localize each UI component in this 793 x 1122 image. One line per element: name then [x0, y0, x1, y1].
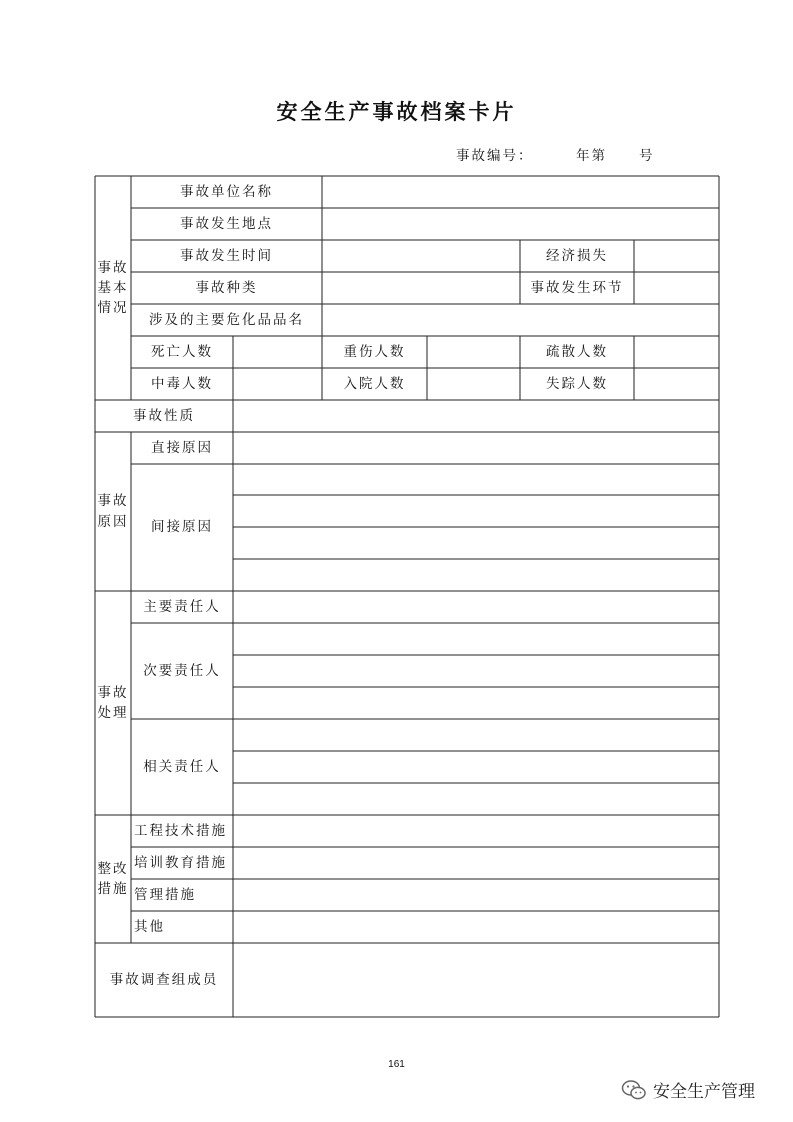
label-evacuated: 疏散人数 [546, 343, 608, 360]
label-investigation-members: 事故调查组成员 [109, 971, 219, 988]
label-related-responsible: 相关责任人 [143, 758, 221, 775]
field-time[interactable] [322, 240, 520, 272]
field-economic-loss[interactable] [634, 240, 719, 272]
label-primary-responsible: 主要责任人 [143, 598, 221, 615]
field-unit-name[interactable] [322, 176, 719, 208]
label-indirect-cause: 间接原因 [151, 519, 213, 536]
field-nature[interactable] [233, 400, 719, 432]
section-label-line: 事故 [97, 259, 129, 276]
field-primary-responsible[interactable] [233, 591, 719, 623]
label-nature: 事故性质 [133, 407, 195, 424]
field-direct-cause[interactable] [233, 432, 719, 464]
wechat-icon [621, 1079, 647, 1101]
section-label-line: 措施 [97, 881, 129, 897]
label-location: 事故发生地点 [180, 215, 273, 232]
field-secondary-responsible[interactable] [233, 623, 719, 719]
field-location[interactable] [322, 208, 719, 240]
field-missing[interactable] [634, 368, 719, 400]
section-label-line: 原因 [97, 513, 129, 530]
section-label-line: 事故 [97, 493, 129, 510]
page-title: 安全生产事故档案卡片 [276, 99, 517, 124]
field-other-measures[interactable] [233, 911, 719, 943]
section-label-line: 基本 [97, 279, 129, 296]
label-process-stage: 事故发生环节 [530, 279, 624, 296]
section-rectification [95, 815, 131, 943]
label-hazardous-chemicals: 涉及的主要危化品品名 [149, 311, 304, 328]
section-label-line: 事故 [97, 684, 129, 701]
label-engineering-measures: 工程技术措施 [134, 822, 227, 839]
field-training-measures[interactable] [233, 847, 719, 879]
label-management-measures: 管理措施 [134, 886, 196, 903]
serial-label: 事故编号： [456, 148, 534, 164]
serial-year-label: 年第 [576, 148, 607, 164]
field-process-stage[interactable] [634, 272, 719, 304]
label-poisoned: 中毒人数 [151, 375, 213, 392]
field-category[interactable] [322, 272, 520, 304]
brand-name: 安全生产管理 [653, 1082, 755, 1102]
field-related-responsible[interactable] [233, 719, 719, 815]
brand-watermark [621, 1077, 755, 1102]
label-serious-injuries: 重伤人数 [343, 343, 406, 360]
field-poisoned[interactable] [233, 368, 322, 400]
field-management-measures[interactable] [233, 879, 719, 911]
label-time: 事故发生时间 [180, 247, 273, 264]
label-deaths: 死亡人数 [151, 343, 213, 360]
label-unit-name: 事故单位名称 [180, 183, 273, 200]
field-deaths[interactable] [233, 336, 322, 368]
label-hospitalized: 入院人数 [343, 375, 406, 392]
field-hazardous-chemicals[interactable] [322, 304, 719, 336]
field-engineering-measures[interactable] [233, 815, 719, 847]
section-handling [95, 591, 131, 815]
label-missing: 失踪人数 [546, 375, 608, 392]
section-label-line: 情况 [97, 300, 129, 317]
serial-number-label: 号 [639, 148, 655, 164]
field-evacuated[interactable] [634, 336, 719, 368]
field-hospitalized[interactable] [427, 368, 520, 400]
field-serious-injuries[interactable] [427, 336, 520, 368]
label-direct-cause: 直接原因 [151, 439, 213, 456]
section-label-line: 处理 [97, 705, 129, 721]
label-economic-loss: 经济损失 [546, 247, 608, 264]
page-number: 161 [388, 1059, 405, 1070]
label-category: 事故种类 [195, 279, 258, 296]
label-secondary-responsible: 次要责任人 [143, 662, 221, 679]
field-investigation-members[interactable] [233, 943, 719, 1017]
section-label-line: 整改 [97, 860, 129, 877]
section-basic-info [95, 176, 131, 400]
label-other-measures: 其他 [134, 918, 165, 935]
label-training-measures: 培训教育措施 [134, 854, 227, 871]
field-indirect-cause[interactable] [233, 464, 719, 591]
section-cause [95, 432, 131, 591]
